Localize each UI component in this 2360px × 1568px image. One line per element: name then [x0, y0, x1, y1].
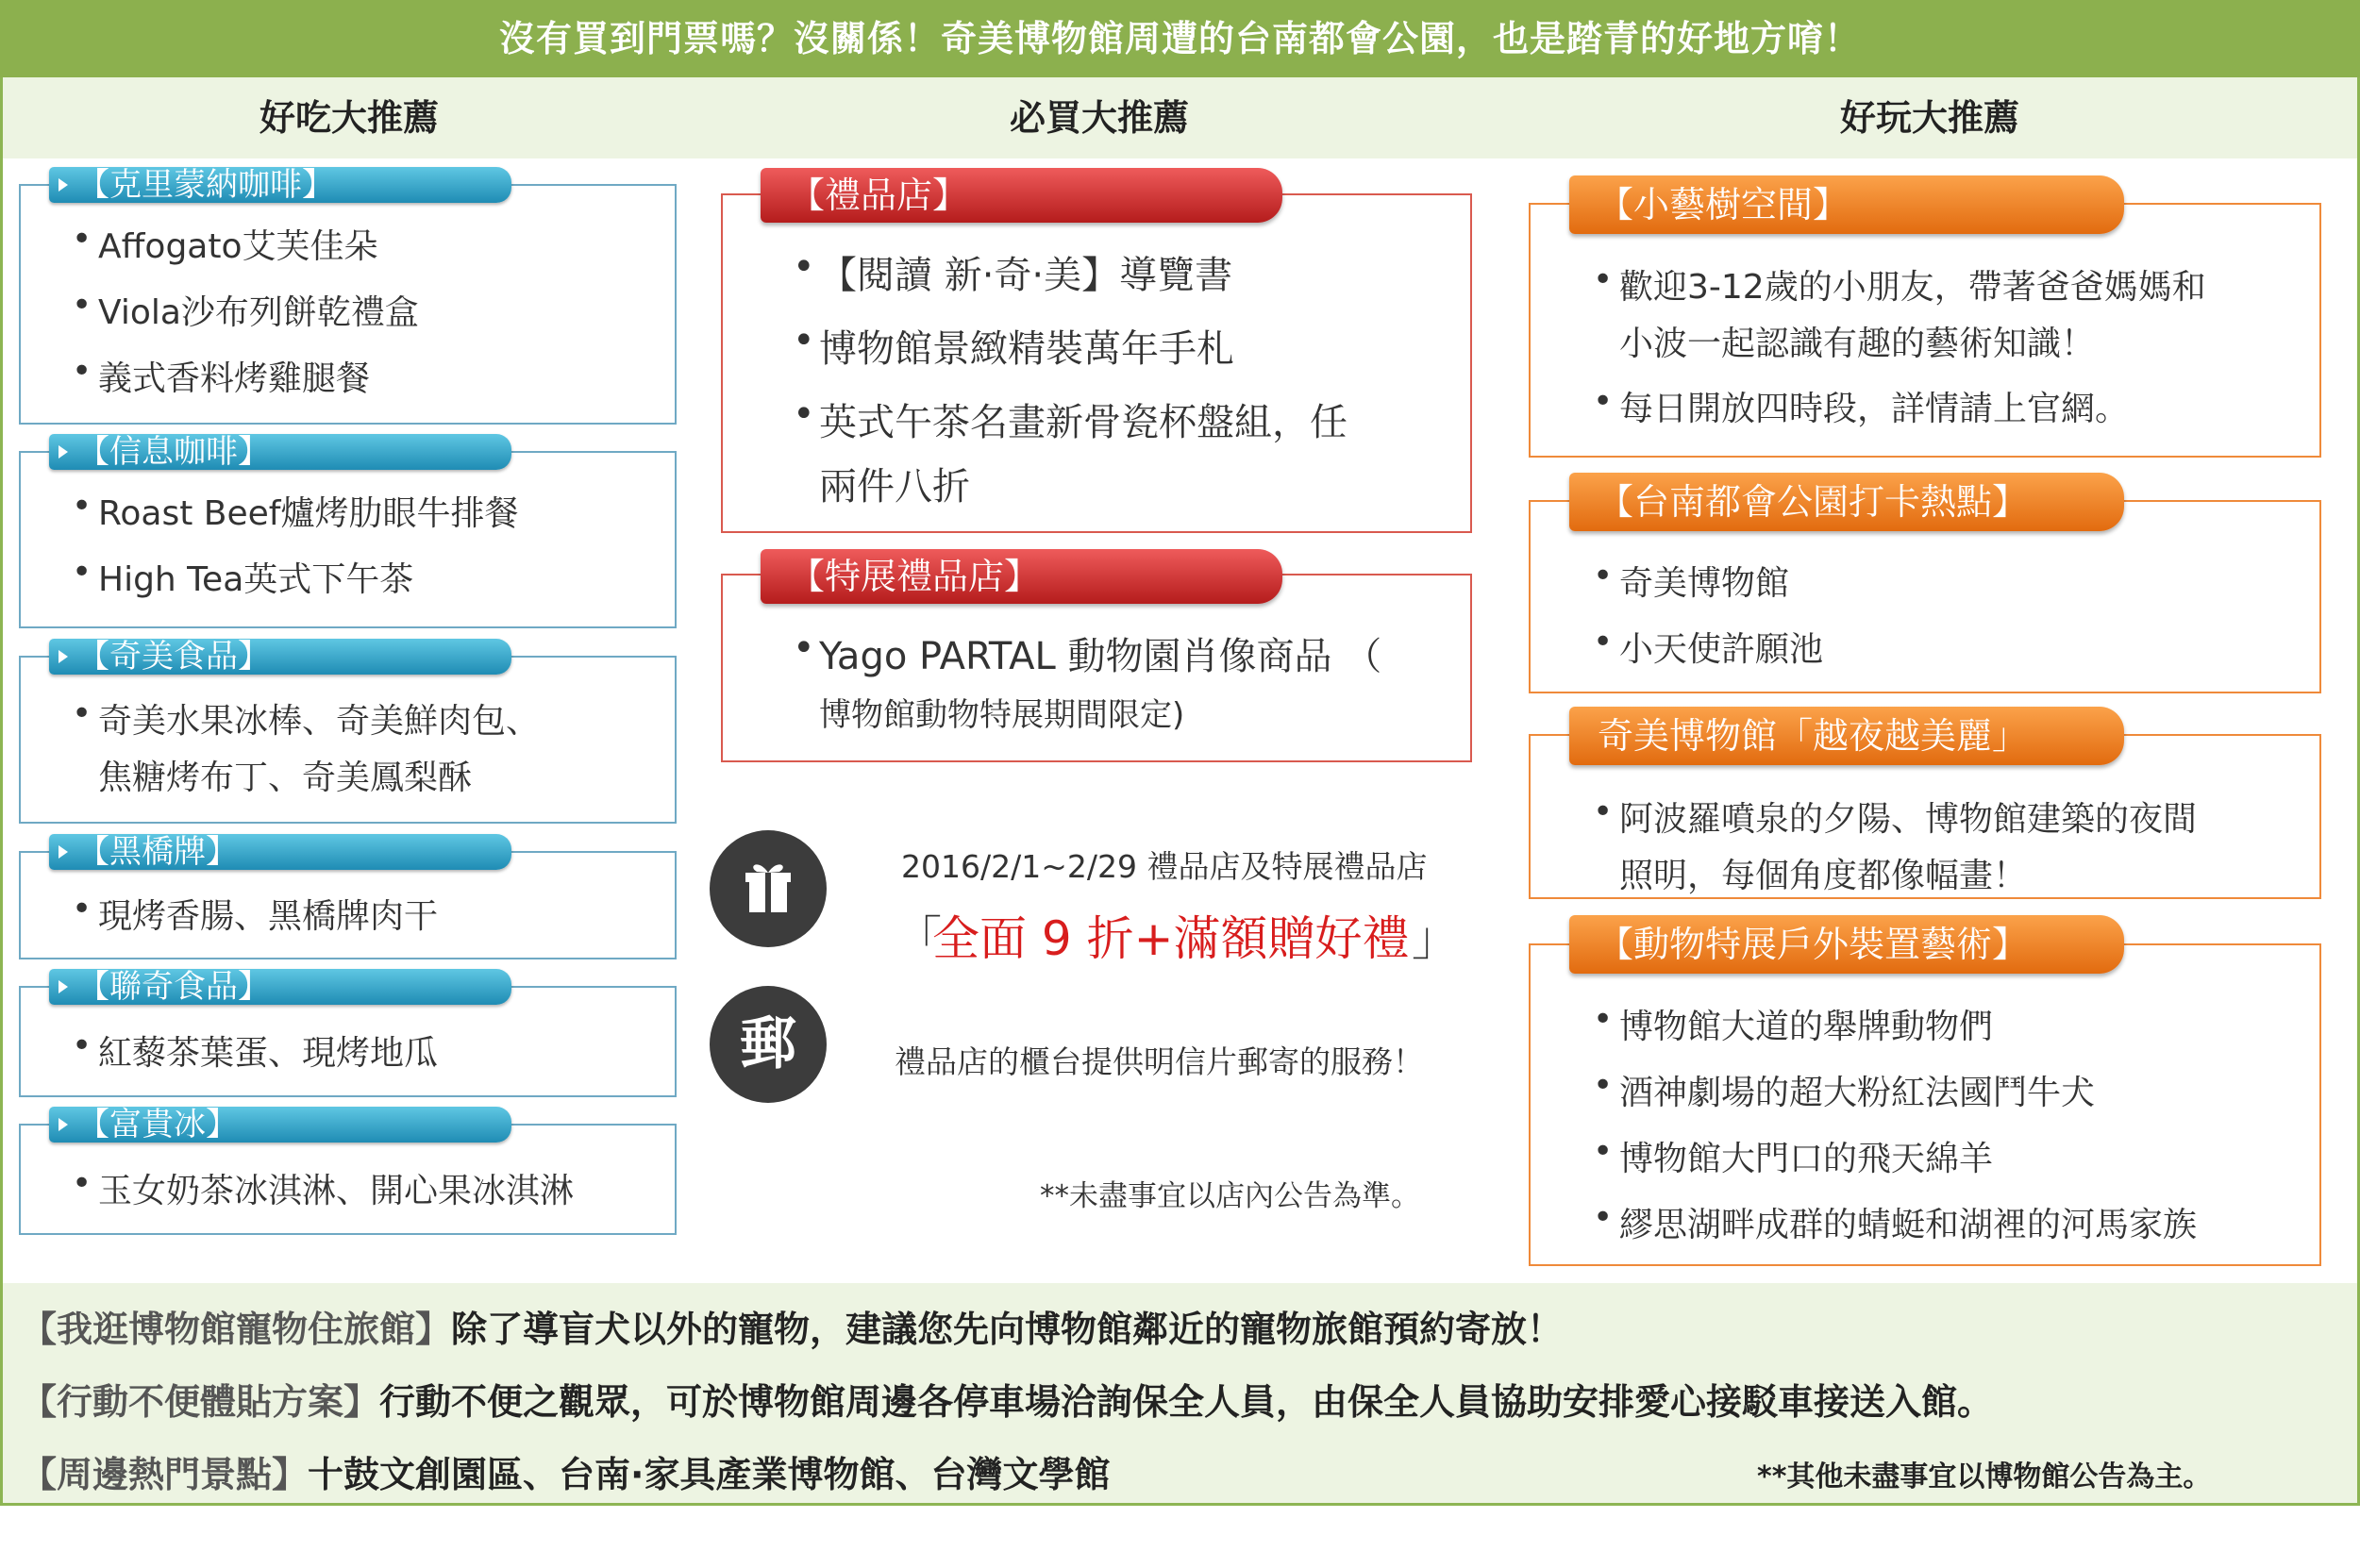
footer-nearby-text: 十鼓文創園區、台南·家具產業博物館、台灣文學館: [308, 1454, 1111, 1495]
footer-pet-label: 【我逛博物館寵物住旅館】: [21, 1309, 452, 1350]
fun-item: • 博物館大道的舉牌動物們: [1619, 1000, 1993, 1048]
shop-item: • 【閱讀 新·奇·美】導覽書: [819, 245, 1232, 299]
shop-note: **未盡事宜以店內公告為準。: [1040, 1179, 1420, 1213]
footer-nearby-label: 【周邊熱門景點】: [21, 1454, 309, 1495]
fun-tag-checkin: 【台南都會公園打卡熱點】: [1569, 473, 2124, 531]
footer-access-text: 行動不便之觀眾，可於博物館周邊各停車場洽詢保全人員，由保全人員協助安排愛心接駁車接送入館。: [379, 1381, 1994, 1423]
footer-nearby: [21, 1445, 1110, 1497]
shop-item: • Yago PARTAL 動物園肖像商品 （: [819, 626, 1381, 680]
fun-tag-art-tree: 【小藝樹空間】: [1569, 175, 2124, 234]
food-item: • Viola沙布列餅乾禮盒: [98, 286, 419, 334]
top-banner: 沒有買到門票嗎？沒關係！奇美博物館周遭的台南都會公園，也是踏青的好地方唷！: [0, 0, 2360, 77]
shop-item-continued: 兩件八折: [819, 465, 970, 509]
fun-item: • 小天使許願池: [1619, 623, 1823, 671]
food-box-xinxi: [19, 451, 677, 628]
food-item: • 紅藜茶葉蛋、現烤地瓜: [98, 1026, 438, 1075]
footer-access: [21, 1373, 1993, 1425]
fun-item: • 歡迎3-12歲的小朋友，帶著爸爸媽媽和: [1619, 260, 2206, 309]
food-column-title: 好吃大推薦: [259, 97, 439, 139]
gift-icon: [710, 830, 827, 947]
fun-item: • 阿波羅噴泉的夕陽、博物館建築的夜間: [1619, 792, 2197, 841]
shop-item: • 英式午茶名畫新骨瓷杯盤組，任: [819, 392, 1347, 446]
fun-column-title: 好玩大推薦: [1839, 97, 2019, 139]
fun-item: • 奇美博物館: [1619, 557, 1789, 605]
fun-item: • 酒神劇場的超大粉紅法國鬥牛犬: [1619, 1066, 2095, 1114]
fun-item: • 每日開放四時段，詳情請上官網。: [1619, 382, 2129, 430]
shop-item: • 博物館景緻精裝萬年手札: [819, 319, 1234, 373]
food-tag-chimei-food: 【奇美食品】: [49, 639, 511, 675]
food-item: • 奇美水果冰棒、奇美鮮肉包、: [98, 694, 540, 742]
promo-close-quote: 」: [1412, 911, 1459, 966]
shop-item-continued: 博物館動物特展期間限定): [819, 696, 1185, 734]
shop-column-title: 必買大推薦: [1009, 97, 1189, 139]
footer-access-label: 【行動不便體貼方案】: [21, 1381, 380, 1423]
food-tag-fugui: 【富貴冰】: [49, 1107, 511, 1143]
footer-pet: [21, 1300, 1563, 1352]
food-item: • High Tea英式下午茶: [98, 553, 413, 601]
postcard-service: 禮品店的櫃台提供明信片郵寄的服務！: [895, 1043, 1424, 1080]
food-item: • 現烤香腸、黑橋牌肉干: [98, 890, 438, 938]
gift-icon-graphic: [710, 830, 827, 947]
food-item: • Affogato艾芙佳朵: [98, 220, 378, 268]
food-item: • 玉女奶茶冰淇淋、開心果冰淇淋: [98, 1164, 574, 1212]
mail-icon: 郵: [710, 986, 827, 1103]
fun-item: • 博物館大門口的飛天綿羊: [1619, 1132, 1993, 1180]
shop-tag-special: 【特展禮品店】: [761, 549, 1282, 604]
promo-open-quote: 「: [895, 911, 942, 966]
food-tag-cremona: 【克里蒙納咖啡】: [49, 167, 511, 203]
footer-pet-text: 除了導盲犬以外的寵物，建議您先向博物館鄰近的寵物旅館預約寄放！: [451, 1309, 1564, 1350]
shop-tag-giftshop: 【禮品店】: [761, 168, 1282, 223]
promo-date: 2016/2/1~2/29 禮品店及特展禮品店: [901, 848, 1428, 885]
food-tag-blackbridge: 【黑橋牌】: [49, 834, 511, 870]
fun-tag-outdoor-art: 【動物特展戶外裝置藝術】: [1569, 915, 2124, 974]
food-tag-lianqi: 【聯奇食品】: [49, 969, 511, 1005]
fun-tag-night: 奇美博物館「越夜越美麗」: [1569, 707, 2124, 765]
food-item-continued: 焦糖烤布丁、奇美鳳梨酥: [98, 759, 473, 797]
food-tag-xinxi: 【信息咖啡】: [49, 434, 511, 470]
promo-deal: 全面 9 折+滿額贈好禮: [932, 911, 1410, 966]
fun-item-continued: 小波一起認識有趣的藝術知識！: [1619, 325, 2096, 363]
food-item: • Roast Beef爐烤肋眼牛排餐: [98, 487, 518, 535]
footer-note: **其他未盡事宜以博物館公告為主。: [1757, 1460, 2212, 1493]
fun-item: • 繆思湖畔成群的蜻蜓和湖裡的河馬家族: [1619, 1198, 2197, 1246]
fun-item-continued: 照明，每個角度都像幅畫！: [1619, 857, 2028, 895]
food-item: • 義式香料烤雞腿餐: [98, 352, 370, 400]
